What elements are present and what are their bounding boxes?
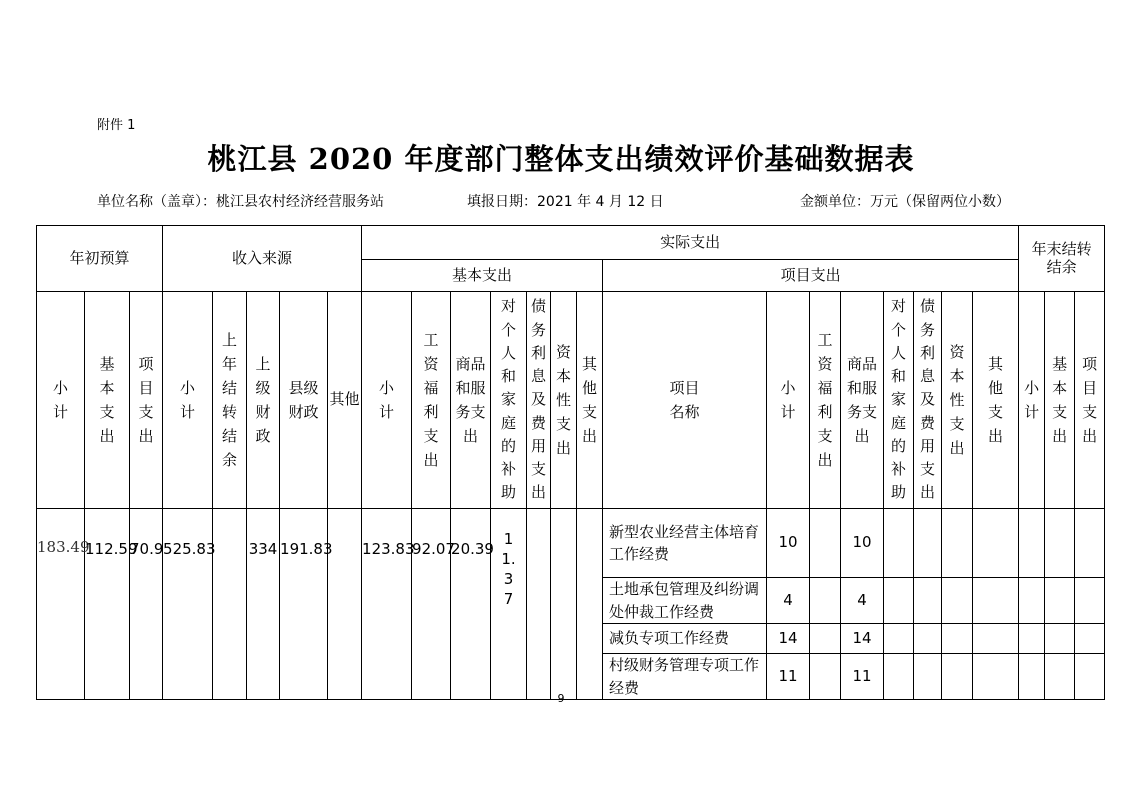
group-basic-expense: 基本支出: [362, 260, 603, 292]
cell-be-wages: 92.07: [412, 509, 451, 700]
col-be-debt-label: 债务利息及费用支出: [531, 297, 547, 502]
project-goods: 4: [841, 578, 884, 624]
project-subtotal: 4: [767, 578, 810, 624]
col-be-other: [577, 292, 603, 509]
cell-be-goods: 20.39: [451, 509, 491, 700]
cell-yb-basic: [1045, 578, 1075, 624]
project-capital: [942, 509, 973, 578]
col-pe-wages-label: 工资福利支出: [817, 331, 833, 469]
budget-data-table: [36, 225, 1105, 700]
col-yb-project-label: 项目支出: [1082, 355, 1098, 445]
cell-yb-subtotal: [1019, 578, 1045, 624]
col-pe-debt: [914, 292, 942, 509]
cell-ib-basic: 112.59: [85, 509, 130, 700]
col-inc-superior-label: 上级财政: [255, 355, 271, 445]
col-ib-project-label: 项目支出: [138, 355, 154, 445]
project-subsidy: [884, 509, 914, 578]
col-be-wages-label: 工资福利支出: [423, 331, 439, 469]
cell-be-subtotal: 123.83: [362, 509, 412, 700]
project-goods: 10: [841, 509, 884, 578]
project-goods: 11: [841, 654, 884, 700]
project-other: [973, 578, 1019, 624]
project-wages: [810, 509, 841, 578]
group-income-source: 收入来源: [163, 226, 362, 292]
col-pe-subtotal-label: 小计: [780, 379, 796, 421]
col-inc-carryover: [213, 292, 247, 509]
col-inc-county-label: 县级财政: [288, 379, 319, 421]
page-number: 9: [557, 692, 565, 705]
col-pe-name-label: 项目名称: [669, 379, 700, 421]
project-debt: [914, 624, 942, 654]
col-pe-other-label: 其他支出: [988, 355, 1004, 445]
col-pe-subsidy-label: 对个人和家庭的补助: [891, 297, 907, 502]
col-inc-subtotal-label: 小计: [180, 379, 196, 421]
col-yb-subtotal-label: 小计: [1024, 379, 1040, 421]
col-pe-name: [603, 292, 767, 509]
col-ib-project: [130, 292, 163, 509]
cell-yb-subtotal: [1019, 509, 1045, 578]
col-yb-basic-label: 基本支出: [1052, 355, 1068, 445]
project-subtotal: 11: [767, 654, 810, 700]
cell-inc-subtotal: 525.83: [163, 509, 213, 700]
project-name: 村级财务管理专项工作经费: [603, 654, 767, 700]
cell-inc-carryover: [213, 509, 247, 700]
col-be-goods-label: 商品和服务支出: [455, 355, 486, 445]
project-other: [973, 624, 1019, 654]
cell-yb-project: [1075, 578, 1105, 624]
amount-unit: 金额单位：万元（保留两位小数）: [800, 194, 1010, 210]
col-pe-debt-label: 债务利息及费用支出: [920, 297, 936, 502]
col-pe-goods-label: 商品和服务支出: [847, 355, 878, 445]
col-pe-wages: [810, 292, 841, 509]
cell-be-capital: [551, 509, 577, 700]
attachment-label: 附件 1: [97, 118, 136, 133]
project-wages: [810, 578, 841, 624]
col-be-wages: [412, 292, 451, 509]
cell-be-debt: [527, 509, 551, 700]
cell-yb-project: [1075, 624, 1105, 654]
cell-yb-subtotal: [1019, 624, 1045, 654]
project-capital: [942, 578, 973, 624]
group-initial-budget: 年初预算: [37, 226, 163, 292]
cell-yb-basic: [1045, 624, 1075, 654]
col-inc-carryover-label: 上年结转结余: [222, 331, 238, 469]
group-project-expense: 项目支出: [603, 260, 1019, 292]
fill-date: 填报日期：2021 年 4 月 12 日: [467, 194, 664, 210]
col-pe-subsidy: [884, 292, 914, 509]
col-ib-subtotal-label: 小计: [52, 379, 68, 421]
project-name: 新型农业经营主体培育工作经费: [603, 509, 767, 578]
col-be-capital-label: 资本性支出: [556, 343, 572, 457]
group-year-end-balance: 年末结转结余: [1019, 226, 1105, 292]
col-pe-capital: [942, 292, 973, 509]
project-subtotal: 10: [767, 509, 810, 578]
project-debt: [914, 509, 942, 578]
col-be-subsidy: [491, 292, 527, 509]
col-ib-basic-label: 基本支出: [99, 355, 115, 445]
col-yb-basic: [1045, 292, 1075, 509]
unit-name: 单位名称（盖章）：桃江县农村经济经营服务站: [97, 194, 384, 210]
cell-inc-other: [328, 509, 362, 700]
project-debt: [914, 578, 942, 624]
project-wages: [810, 624, 841, 654]
col-be-debt: [527, 292, 551, 509]
col-be-subtotal-label: 小计: [379, 379, 395, 421]
col-inc-subtotal: [163, 292, 213, 509]
cell-yb-basic: [1045, 509, 1075, 578]
col-inc-other: [328, 292, 362, 509]
col-inc-other-label: 其他: [329, 390, 360, 409]
col-be-goods: [451, 292, 491, 509]
project-capital: [942, 624, 973, 654]
project-name: 减负专项工作经费: [603, 624, 767, 654]
col-ib-basic: [85, 292, 130, 509]
cell-inc-superior: 334: [247, 509, 280, 700]
project-name: 土地承包管理及纠纷调处仲裁工作经费: [603, 578, 767, 624]
cell-ib-project: 70.9: [130, 509, 163, 700]
col-pe-goods: [841, 292, 884, 509]
cell-be-other: [577, 509, 603, 700]
col-pe-capital-label: 资本性支出: [949, 343, 965, 457]
project-subsidy: [884, 578, 914, 624]
col-be-subtotal: [362, 292, 412, 509]
col-yb-project: [1075, 292, 1105, 509]
col-be-capital: [551, 292, 577, 509]
cell-be-subsidy: 11.37: [501, 530, 516, 608]
col-be-subsidy-label: 对个人和家庭的补助: [501, 297, 517, 502]
cell-ib-subtotal: 183.49: [37, 509, 85, 700]
cell-inc-county: 191.83: [280, 509, 328, 700]
col-inc-superior: [247, 292, 280, 509]
col-pe-subtotal: [767, 292, 810, 509]
project-subtotal: 14: [767, 624, 810, 654]
col-be-other-label: 其他支出: [582, 355, 598, 445]
project-subsidy: [884, 624, 914, 654]
page-title: 桃江县 2020 年度部门整体支出绩效评价基础数据表: [207, 142, 915, 176]
col-yb-subtotal: [1019, 292, 1045, 509]
group-actual-expense: 实际支出: [362, 226, 1019, 260]
col-pe-other: [973, 292, 1019, 509]
col-inc-county: [280, 292, 328, 509]
table-row: [37, 509, 1105, 578]
project-other: [973, 509, 1019, 578]
project-goods: 14: [841, 624, 884, 654]
cell-yb-project: [1075, 509, 1105, 578]
col-ib-subtotal: [37, 292, 85, 509]
